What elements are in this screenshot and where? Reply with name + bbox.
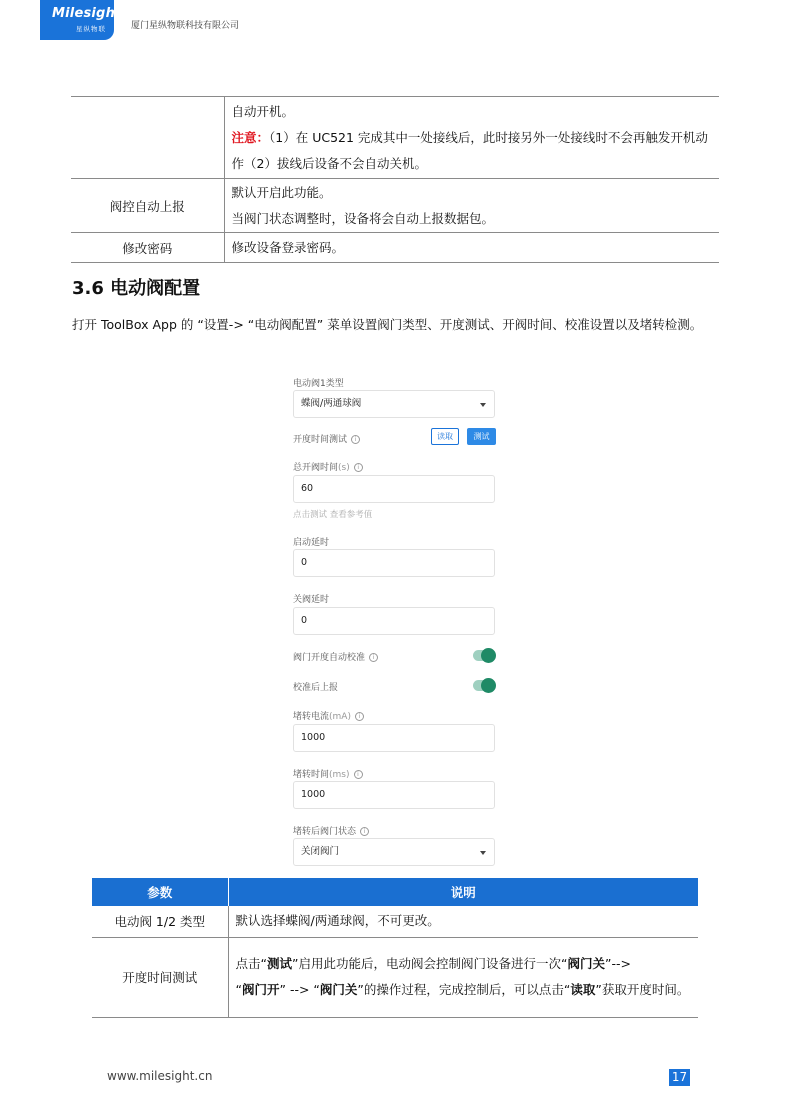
total-open-label: 总开阀时间(s) i — [293, 460, 363, 473]
table-header-row — [92, 878, 698, 906]
stall-current-input[interactable]: 1000 — [293, 724, 495, 752]
table-row — [71, 97, 719, 179]
start-delay-input[interactable]: 0 — [293, 549, 495, 577]
desc-cell — [224, 179, 719, 233]
close-delay-input[interactable]: 0 — [293, 607, 495, 635]
valve-type-select[interactable] — [293, 390, 495, 418]
settings-table-continued — [71, 96, 719, 263]
start-delay-label: 启动延时 — [293, 538, 330, 548]
header-param: 参数 — [92, 878, 228, 906]
info-icon: i — [351, 435, 360, 444]
desc-cell — [224, 97, 719, 179]
desc-cell: 修改设备登录密码。 — [224, 233, 719, 263]
auto-calib-toggle[interactable] — [473, 650, 494, 661]
desc-cell: 点击“测试”启用此功能后，电动阀会控制阀门设备进行一次“阀门关”--> “阀门开” --> “阀门关”的操作过程，完成控制后，可以点击“读取”获取开度时间。 — [228, 937, 698, 1017]
param-cell: 开度时间测试 — [92, 937, 228, 1017]
chevron-down-icon — [480, 851, 486, 855]
param-cell: 修改密码 — [71, 233, 224, 263]
footer-url: www.milesight.cn — [107, 1069, 213, 1083]
logo-sub-text: 星纵物联 — [76, 25, 106, 33]
note-label: 注意： — [231, 129, 270, 145]
stall-state-label: 堵转后阀门状态 i — [293, 824, 369, 837]
section-paragraph: 打开 ToolBox App 的 “设置-> “电动阀配置” 菜单设置阀门类型、开度测试、开阀时间、校准设置以及堵转检测。 — [72, 317, 703, 332]
logo-brand-text: Milesight — [52, 6, 122, 21]
desc-cell: 默认选择蝶阀/两通球阀，不可更改。 — [228, 906, 698, 937]
info-icon: i — [369, 653, 378, 662]
stall-state-value: 关闭阀门 — [301, 846, 340, 857]
company-logo — [40, 0, 122, 40]
valve-type-label: 电动阀1类型 — [293, 379, 344, 389]
total-open-input[interactable]: 60 — [293, 475, 495, 503]
stall-time-label: 堵转时间(ms) i — [293, 767, 363, 780]
header-desc: 说明 — [228, 878, 698, 906]
page-number: 17 — [669, 1069, 690, 1086]
param-cell — [71, 97, 224, 179]
table-row — [92, 906, 698, 937]
stall-current-label: 堵转电流(mA) i — [293, 709, 364, 722]
read-button[interactable]: 读取 — [431, 428, 459, 445]
table-row — [71, 233, 719, 263]
info-icon: i — [360, 827, 369, 836]
close-delay-label: 关阀延时 — [293, 595, 330, 605]
chevron-down-icon — [480, 403, 486, 407]
test-button[interactable]: 测试 — [467, 428, 496, 445]
info-icon: i — [354, 770, 363, 779]
param-cell: 电动阀 1/2 类型 — [92, 906, 228, 937]
param-table — [92, 878, 698, 1018]
stall-time-input[interactable]: 1000 — [293, 781, 495, 809]
info-icon: i — [355, 712, 364, 721]
section-title: 3.6 电动阀配置 — [72, 278, 201, 299]
note-text — [232, 125, 720, 177]
stall-state-select[interactable] — [293, 838, 495, 866]
desc-line: 当阀门状态调整时，设备将会自动上报数据包。 — [231, 210, 495, 226]
valve-type-value: 蝶阀/两通球阀 — [301, 398, 362, 409]
note-body: （1）在 UC521 完成其中一处接线后，此时接另外一处接线时不会再触发开机动作（2）拔线后设备不会自动关机。 — [231, 129, 708, 171]
desc-line: 自动开机。 — [231, 103, 295, 119]
open-test-label: 开度时间测试 i — [293, 432, 360, 445]
info-icon: i — [354, 463, 363, 472]
report-after-calib-toggle[interactable] — [473, 680, 494, 691]
table-row — [92, 937, 698, 1017]
test-hint: 点击测试 查看参考值 — [293, 510, 373, 520]
desc-line: 默认开启此功能。 — [231, 184, 332, 200]
param-cell: 阀控自动上报 — [71, 179, 224, 233]
auto-calib-label: 阀门开度自动校准 i — [293, 650, 378, 663]
company-name: 厦门星纵物联科技有限公司 — [131, 21, 240, 31]
report-after-calib-label: 校准后上报 — [293, 683, 339, 693]
table-row — [71, 179, 719, 233]
valve-config-screenshot — [286, 370, 502, 870]
